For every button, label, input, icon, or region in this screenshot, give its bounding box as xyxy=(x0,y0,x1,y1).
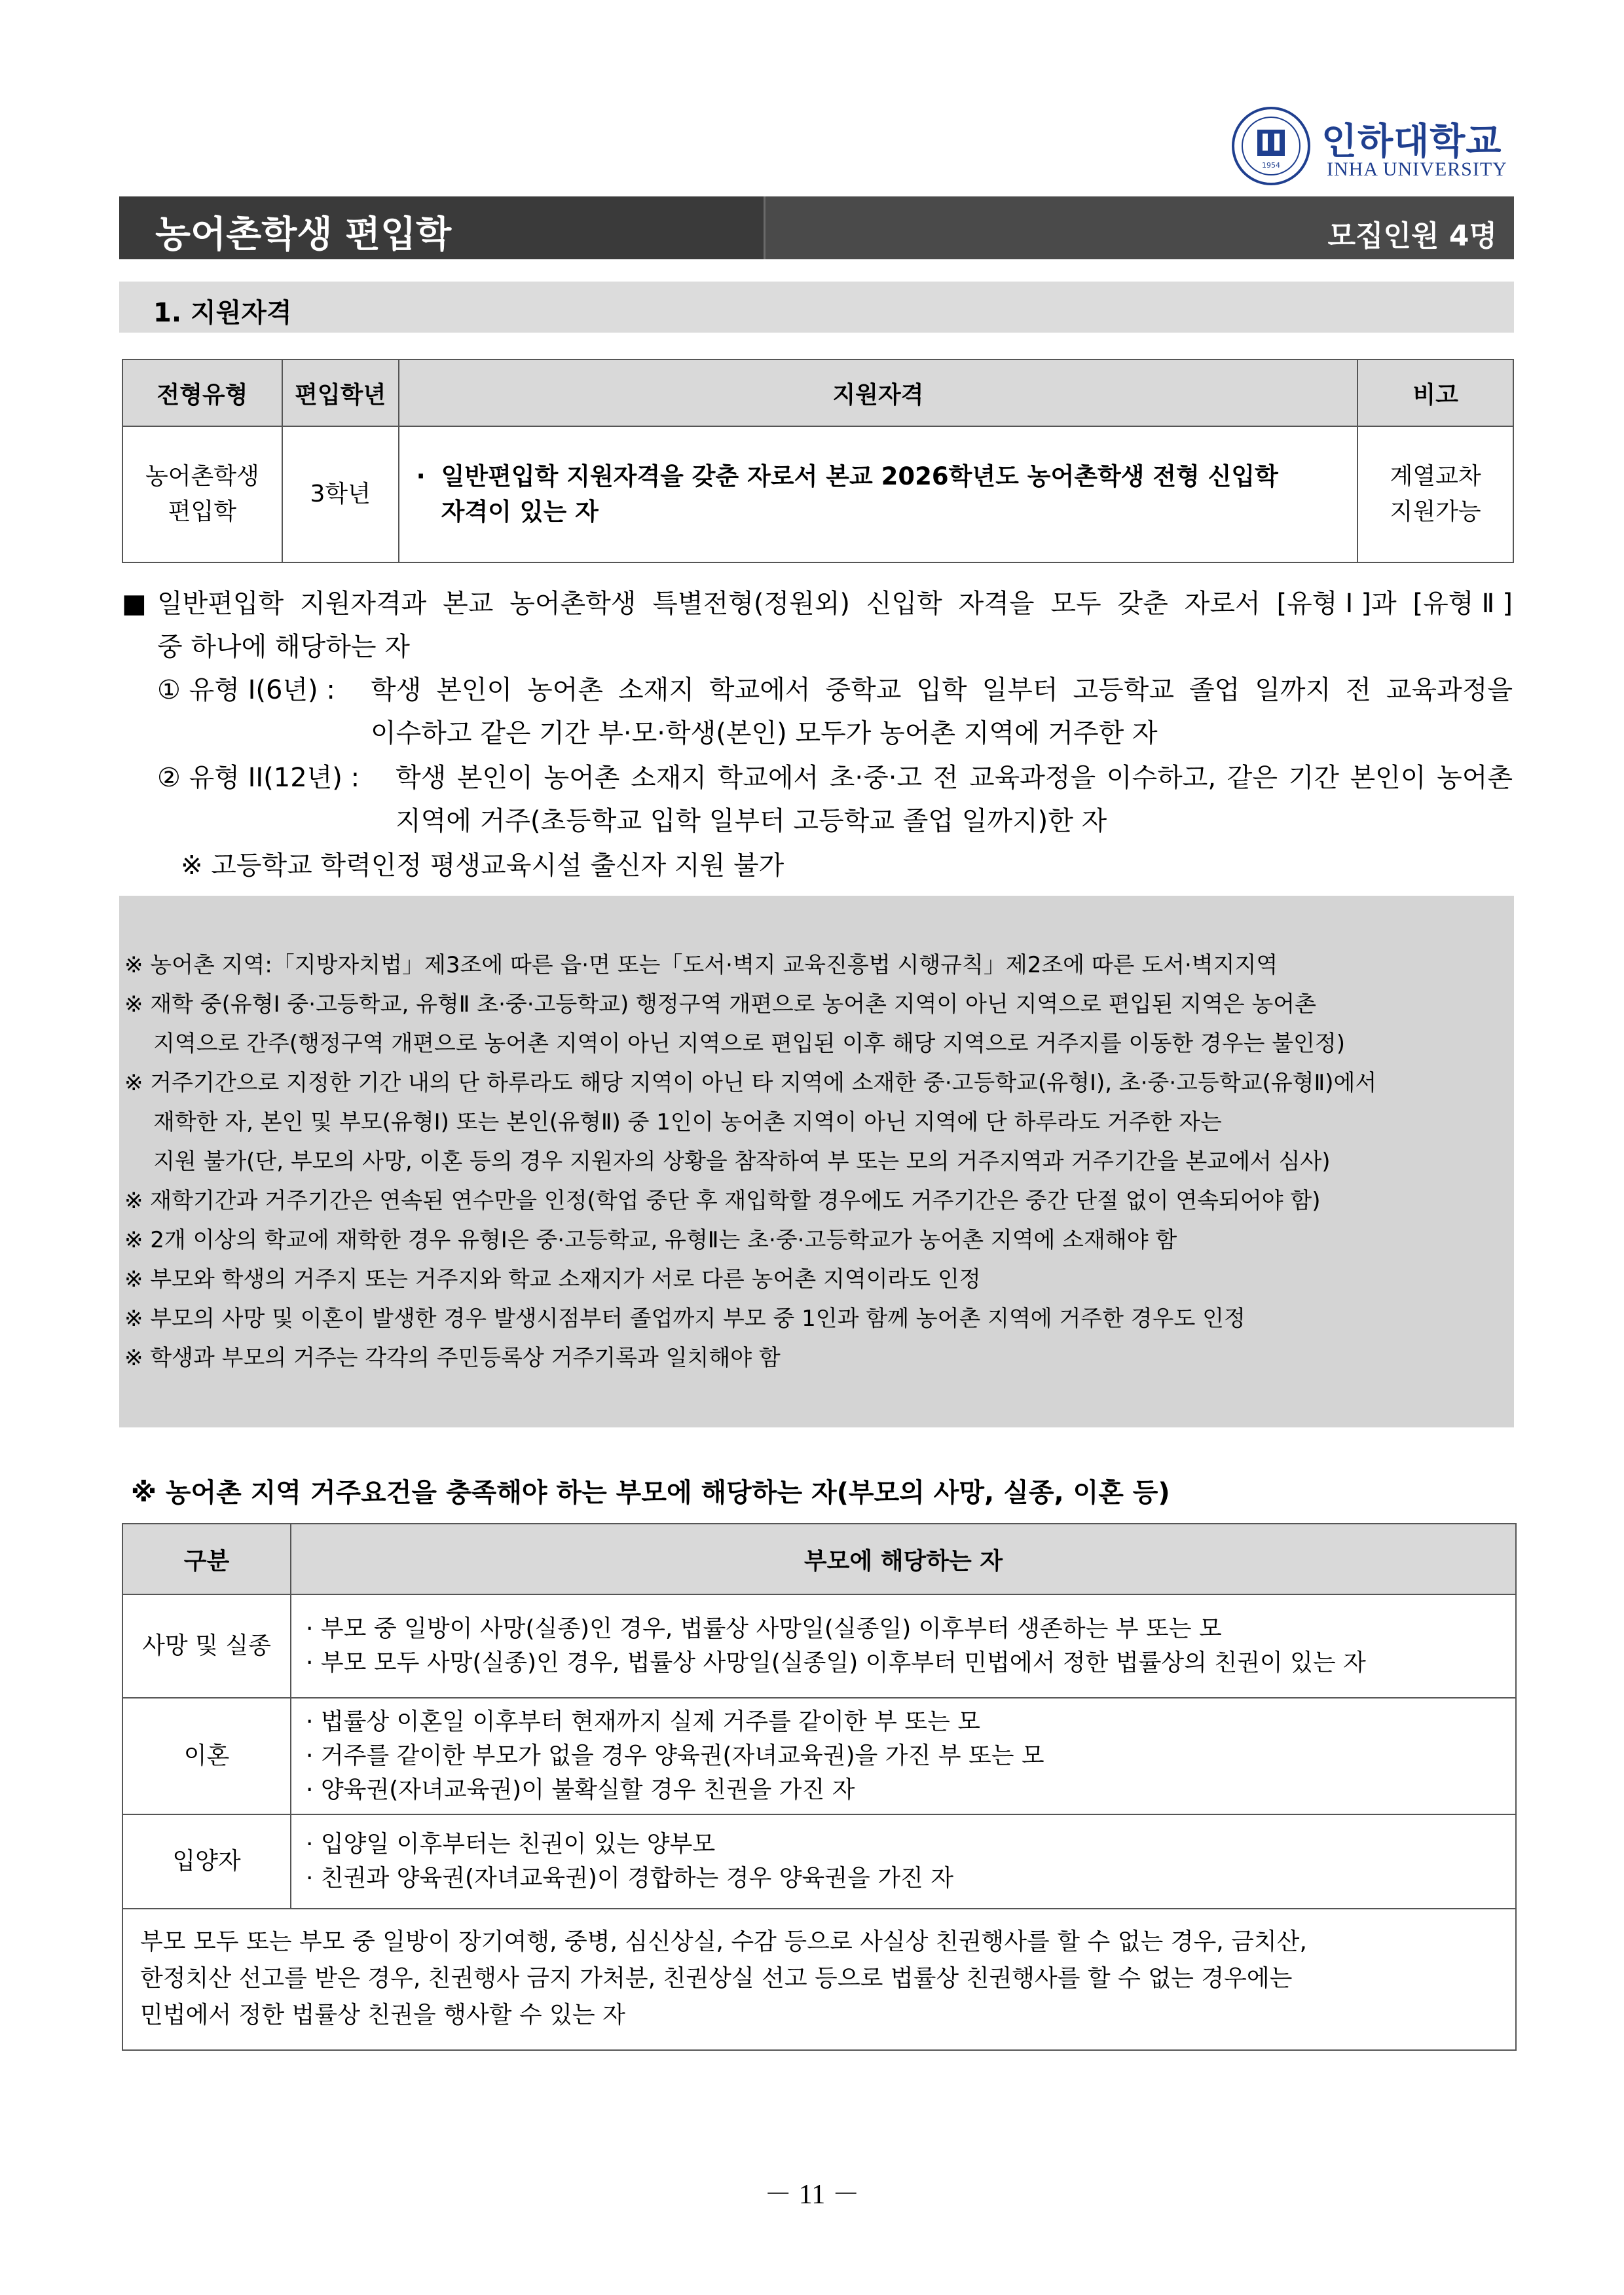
description-cell: · 법률상 이혼일 이후부터 현재까지 실제 거주를 같이한 부 또는 모 · 거주를 같이한 부모가 없을 경우 양육권(자녀교육권)을 가진 부 또는 모 · 양육권(자녀교육권)이 불확실할 경우 친권을 가진 자 xyxy=(291,1698,1516,1814)
column-header: 부모에 해당하는 자 xyxy=(291,1524,1516,1594)
university-logo xyxy=(1231,103,1519,189)
admission-type-cell: 농어촌학생 편입학 xyxy=(122,426,282,562)
type2-line-1: 학생 본인이 농어촌 소재지 학교에서 초·중·고 전 교육과정을 이수하고, 같은 기간 본인이 농어촌 xyxy=(396,763,1513,793)
logo-name-english: INHA UNIVERSITY xyxy=(1327,158,1507,180)
table-header-row xyxy=(122,1524,1516,1594)
table-row xyxy=(122,1698,1516,1814)
type2-line-2: 지역에 거주(초등학교 입학 일부터 고등학교 졸업 일까지)한 자 xyxy=(396,806,1107,836)
column-header: 지원자격 xyxy=(399,359,1358,426)
column-header: 전형유형 xyxy=(122,359,282,426)
page-title: 농어촌학생 편입학 xyxy=(155,213,452,256)
note-line: ※ 부모의 사망 및 이혼이 발생한 경우 발생시점부터 졸업까지 부모 중 1인과 함께 농어촌 지역에 거주한 경우도 인정 xyxy=(124,1306,1246,1332)
note-line: ※ 재학 중(유형Ⅰ 중·고등학교, 유형Ⅱ 초·중·고등학교) 행정구역 개편으로 농어촌 지역이 아닌 지역으로 편입된 지역은 농어촌 xyxy=(124,991,1316,1018)
square-bullet-icon: ■ xyxy=(122,589,147,619)
note-line: ※ 재학기간과 거주기간은 연속된 연수만을 인정(학업 중단 후 재입학할 경우에도 거주기간은 중간 단절 없이 연속되어야 함) xyxy=(124,1188,1321,1214)
column-header: 구분 xyxy=(122,1524,291,1594)
eligibility-table xyxy=(122,359,1514,563)
note-line: ※ 2개 이상의 학교에 재학한 경우 유형Ⅰ은 중·고등학교, 유형Ⅱ는 초·중·고등학교가 농어촌 지역에 소재해야 함 xyxy=(124,1227,1177,1253)
parent-criteria-heading: ※ 농어촌 지역 거주요건을 충족해야 하는 부모에 해당하는 자(부모의 사망, 실종, 이혼 등) xyxy=(131,1478,1170,1508)
remark-cell: 계열교차 지원가능 xyxy=(1357,426,1513,562)
parent-criteria-table xyxy=(122,1523,1517,2051)
intro-line-1: 일반편입학 지원자격과 본교 농어촌학생 특별전형(정원외) 신입학 자격을 모두 갖춘 자로서 [유형Ⅰ]과 [유형Ⅱ] xyxy=(157,589,1513,619)
description-cell: · 입양일 이후부터는 친권이 있는 양부모 · 친권과 양육권(자녀교육권)이 경합하는 경우 양육권을 가진 자 xyxy=(291,1814,1516,1909)
note-line: ※ 농어촌 지역:「지방자치법」제3조에 따른 읍·면 또는「도서·벽지 교육진흥법 시행규칙」제2조에 따른 도서·벽지지역 xyxy=(124,952,1278,978)
type1-line-2: 이수하고 같은 기간 부·모·학생(본인) 모두가 농어촌 지역에 거주한 자 xyxy=(371,718,1158,748)
intro-line-2: 중 하나에 해당하는 자 xyxy=(157,632,410,662)
note-line: 지역으로 간주(행정구역 개편으로 농어촌 지역이 아닌 지역으로 편입된 이후 해당 지역으로 거주지를 이동한 경우는 불인정) xyxy=(153,1031,1346,1057)
column-header: 편입학년 xyxy=(282,359,399,426)
section-header xyxy=(119,282,1514,333)
table-row xyxy=(122,426,1513,562)
type1-label: ① 유형 I(6년) : xyxy=(157,675,335,705)
university-seal-icon xyxy=(1231,106,1311,186)
category-cell: 이혼 xyxy=(122,1698,291,1814)
table-row xyxy=(122,1814,1516,1909)
footer-note-cell: 부모 모두 또는 부모 중 일방이 장기여행, 중병, 심신상실, 수감 등으로 사실상 친권행사를 할 수 없는 경우, 금치산, 한정치산 선고를 받은 경우, 친권행사 금지 가처분, 친권상실 선고 등으로 법률상 친권행사를 할 수 없는 경우에는 민법에서 정한 법률상 친권을 행사할 수 있는 자 xyxy=(122,1909,1516,2050)
note-line: 재학한 자, 본인 및 부모(유형Ⅰ) 또는 본인(유형Ⅱ) 중 1인이 농어촌 지역이 아닌 지역에 단 하루라도 거주한 자는 xyxy=(153,1109,1222,1135)
seal-year: 1954 xyxy=(1262,161,1280,170)
page-number: － 11 － xyxy=(764,2180,860,2210)
description-cell: · 부모 중 일방이 사망(실종)인 경우, 법률상 사망일(실종일) 이후부터 생존하는 부 또는 모 · 부모 모두 사망(실종)인 경우, 법률상 사망일(실종일) 이후부터 민법에서 정한 법률상의 친권이 있는 자 xyxy=(291,1594,1516,1698)
grade-cell: 3학년 xyxy=(282,426,399,562)
table-row xyxy=(122,1594,1516,1698)
recruit-quota: 모집인원 4명 xyxy=(1327,219,1497,253)
column-header: 비고 xyxy=(1357,359,1513,426)
notes-box xyxy=(119,896,1514,1427)
note-line: ※ 거주기간으로 지정한 기간 내의 단 하루라도 해당 지역이 아닌 타 지역에 소재한 중·고등학교(유형Ⅰ), 초·중·고등학교(유형Ⅱ)에서 xyxy=(124,1070,1377,1096)
note-line: ※ 학생과 부모의 거주는 각각의 주민등록상 거주기록과 일치해야 함 xyxy=(124,1345,781,1371)
note-line: ※ 부모와 학생의 거주지 또는 거주지와 학교 소재지가 서로 다른 농어촌 지역이라도 인정 xyxy=(124,1266,981,1293)
table-header-row xyxy=(122,359,1513,426)
section-heading: 1. 지원자격 xyxy=(153,298,292,328)
title-bar xyxy=(119,196,1514,259)
type2-label: ② 유형 II(12년) : xyxy=(157,763,360,793)
bullet-dot: · xyxy=(416,462,426,490)
category-cell: 입양자 xyxy=(122,1814,291,1909)
note-line: 지원 불가(단, 부모의 사망, 이혼 등의 경우 지원자의 상황을 참작하여 부 또는 모의 거주지역과 거주기간을 본교에서 심사) xyxy=(153,1148,1331,1175)
category-cell: 사망 및 실종 xyxy=(122,1594,291,1698)
qualification-cell: · 일반편입학 지원자격을 갖춘 자로서 본교 2026학년도 농어촌학생 전형 신입학 자격이 있는 자 xyxy=(399,426,1358,562)
type1-line-1: 학생 본인이 농어촌 소재지 학교에서 중학교 입학 일부터 고등학교 졸업 일까지 전 교육과정을 xyxy=(371,675,1513,705)
logo-name-korean: 인하대학교 xyxy=(1321,120,1502,163)
table-footer-row xyxy=(122,1909,1516,2050)
caution-note: ※ 고등학교 학력인정 평생교육시설 출신자 지원 불가 xyxy=(181,851,784,881)
